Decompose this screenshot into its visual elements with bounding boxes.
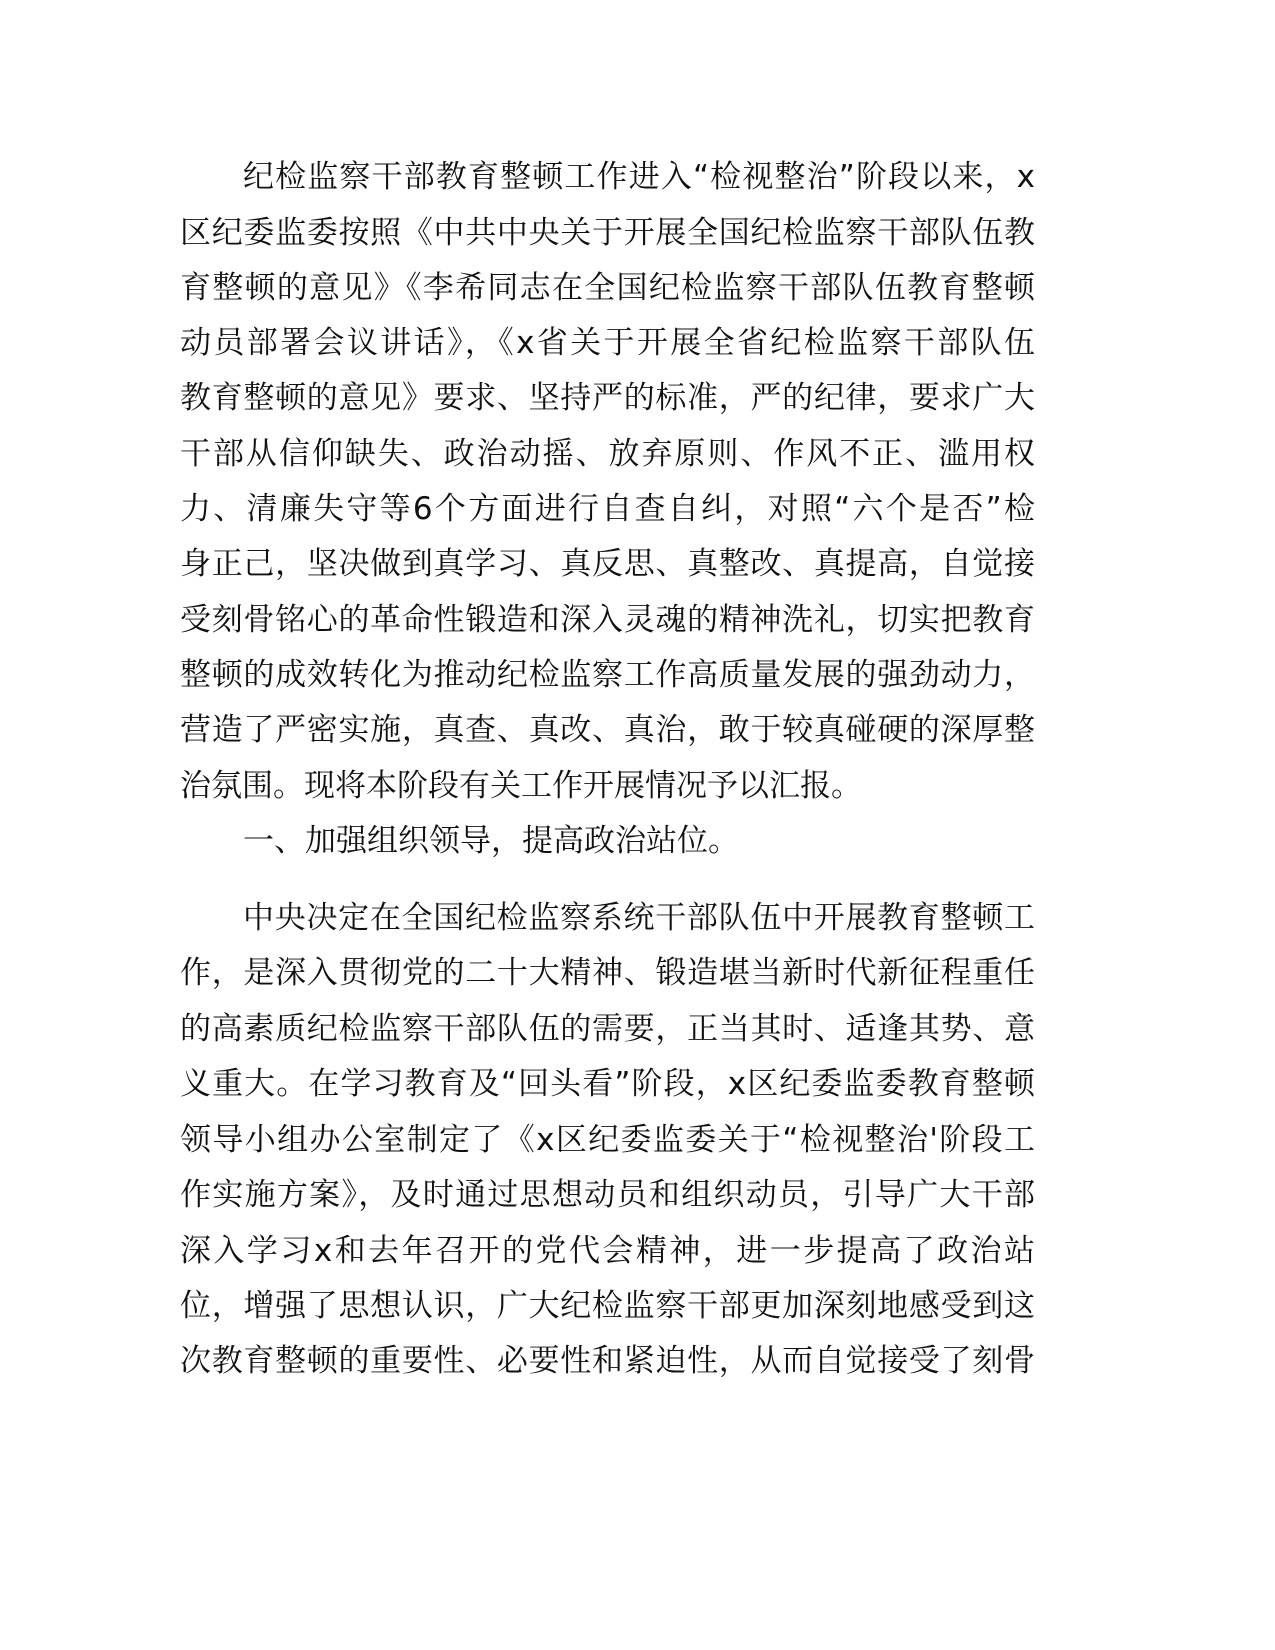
text-line: 动员部署会议讲话》，《x省关于开展全省纪检监察干部队伍	[180, 325, 1035, 361]
text-line: 义重大。在学习教育及“回头看”阶段，x区纪委监委教育整顿	[180, 1066, 1035, 1102]
text-line: 深入学习x和去年召开的党代会精神，进一步提高了政治站	[180, 1233, 1035, 1269]
text-line: 的高素质纪检监察干部队伍的需要，正当其时、适逢其势、意	[180, 1011, 1035, 1047]
text-line: 领导小组办公室制定了《x区纪委监委关于“检视整治'阶段工	[180, 1122, 1035, 1158]
text-line: 区纪委监委按照《中共中央关于开展全国纪检监察干部队伍教	[180, 215, 1035, 251]
text-line: 整顿的成效转化为推动纪检监察工作高质量发展的强劲动力，	[180, 657, 1035, 693]
text-line: 育整顿的意见》《李希同志在全国纪检监察干部队伍教育整顿	[180, 270, 1035, 306]
text-line: 营造了严密实施，真查、真改、真治，敢于较真碰硬的深厚整	[180, 712, 1035, 748]
text-line: 次教育整顿的重要性、必要性和紧迫性，从而自觉接受了刻骨	[180, 1343, 1035, 1379]
text-line: 作实施方案》，及时通过思想动员和组织动员，引导广大干部	[180, 1177, 1035, 1213]
text-line: 受刻骨铭心的革命性锻造和深入灵魂的精神洗礼，切实把教育	[180, 602, 1035, 638]
section-heading: 一、加强组织领导，提高政治站位。	[243, 823, 739, 859]
text-line: 身正己，坚决做到真学习、真反思、真整改、真提高，自觉接	[180, 546, 1035, 582]
text-line: 中央决定在全国纪检监察系统干部队伍中开展教育整顿工	[243, 900, 1035, 936]
text-line: 力、清廉失守等6个方面进行自查自纠，对照“六个是否”检	[180, 491, 1035, 527]
text-line: 教育整顿的意见》要求、坚持严的标准，严的纪律，要求广大	[180, 380, 1035, 416]
text-line: 位，增强了思想认识，广大纪检监察干部更加深刻地感受到这	[180, 1288, 1035, 1324]
text-line: 作，是深入贯彻党的二十大精神、锻造堪当新时代新征程重任	[180, 955, 1035, 991]
text-line: 治氛围。现将本阶段有关工作开展情况予以汇报。	[180, 768, 862, 804]
text-line: 纪检监察干部教育整顿工作进入“检视整治”阶段以来，x	[243, 159, 1035, 195]
text-line: 干部从信仰缺失、政治动摇、放弃原则、作风不正、滥用权	[180, 436, 1035, 472]
